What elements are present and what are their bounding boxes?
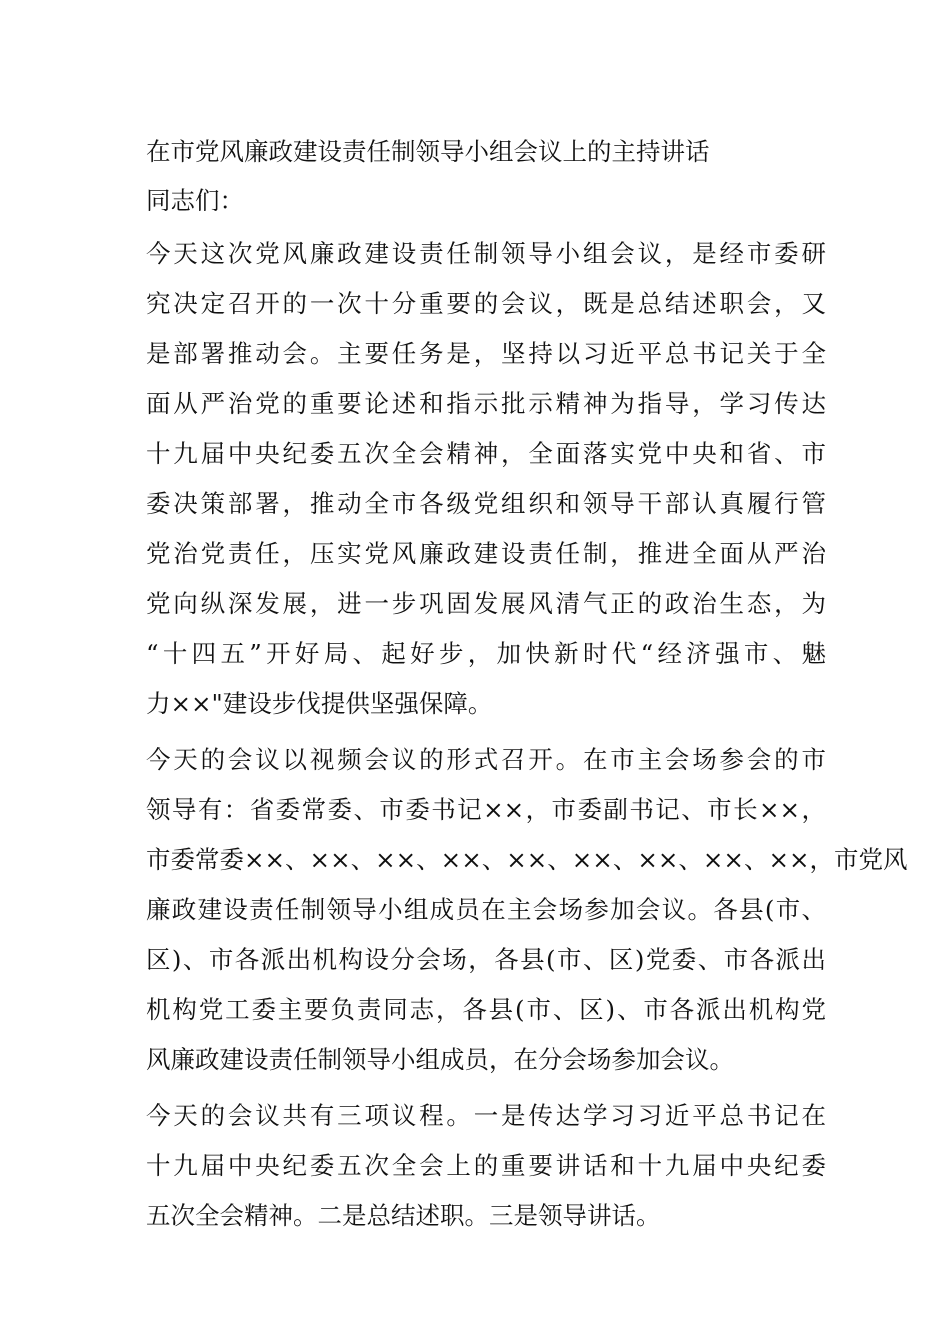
paragraph-line: 力××"建设步伐提供坚强保障。 — [146, 689, 493, 718]
paragraph-line: “十四五”开好局、起好步，加快新时代“经济强市、魅 — [146, 639, 826, 668]
paragraph-line: 十九届中央纪委五次全会精神，全面落实党中央和省、市 — [146, 439, 826, 468]
paragraph-line: 廉政建设责任制领导小组成员在主会场参加会议。各县(市、 — [146, 895, 826, 924]
paragraph-line: 今天的会议以视频会议的形式召开。在市主会场参会的市 — [146, 745, 826, 774]
paragraph-line: 今天这次党风廉政建设责任制领导小组会议，是经市委研 — [146, 239, 826, 268]
paragraph-line: 市委常委××、××、××、××、××、××、××、××、××，市党风 — [146, 845, 908, 874]
salutation: 同志们： — [146, 186, 244, 215]
paragraph-2 — [146, 735, 908, 1085]
paragraph-line: 党向纵深发展，进一步巩固发展风清气正的政治生态，为 — [146, 589, 826, 618]
paragraph-3 — [146, 1091, 826, 1241]
paragraph-1 — [146, 229, 826, 729]
document-title: 在市党风廉政建设责任制领导小组会议上的主持讲话 — [146, 137, 710, 166]
paragraph-line: 今天的会议共有三项议程。一是传达学习习近平总书记在 — [146, 1101, 826, 1130]
paragraph-line: 区)、市各派出机构设分会场，各县(市、区)党委、市各派出 — [146, 945, 826, 974]
paragraph-line: 十九届中央纪委五次全会上的重要讲话和十九届中央纪委 — [146, 1151, 826, 1180]
paragraph-line: 面从严治党的重要论述和指示批示精神为指导，学习传达 — [146, 389, 826, 418]
document-body — [146, 130, 908, 1241]
paragraph-line: 机构党工委主要负责同志，各县(市、区)、市各派出机构党 — [146, 995, 826, 1024]
paragraph-line: 五次全会精神。二是总结述职。三是领导讲话。 — [146, 1201, 661, 1230]
paragraph-line: 党治党责任，压实党风廉政建设责任制，推进全面从严治 — [146, 539, 826, 568]
paragraph-line: 是部署推动会。主要任务是，坚持以习近平总书记关于全 — [146, 339, 826, 368]
paragraph-line: 委决策部署，推动全市各级党组织和领导干部认真履行管 — [146, 489, 826, 518]
paragraph-line: 究决定召开的一次十分重要的会议，既是总结述职会，又 — [146, 289, 826, 318]
paragraph-line: 领导有：省委常委、市委书记××，市委副书记、市长××， — [146, 795, 826, 824]
paragraph-line: 风廉政建设责任制领导小组成员，在分会场参加会议。 — [146, 1045, 734, 1074]
